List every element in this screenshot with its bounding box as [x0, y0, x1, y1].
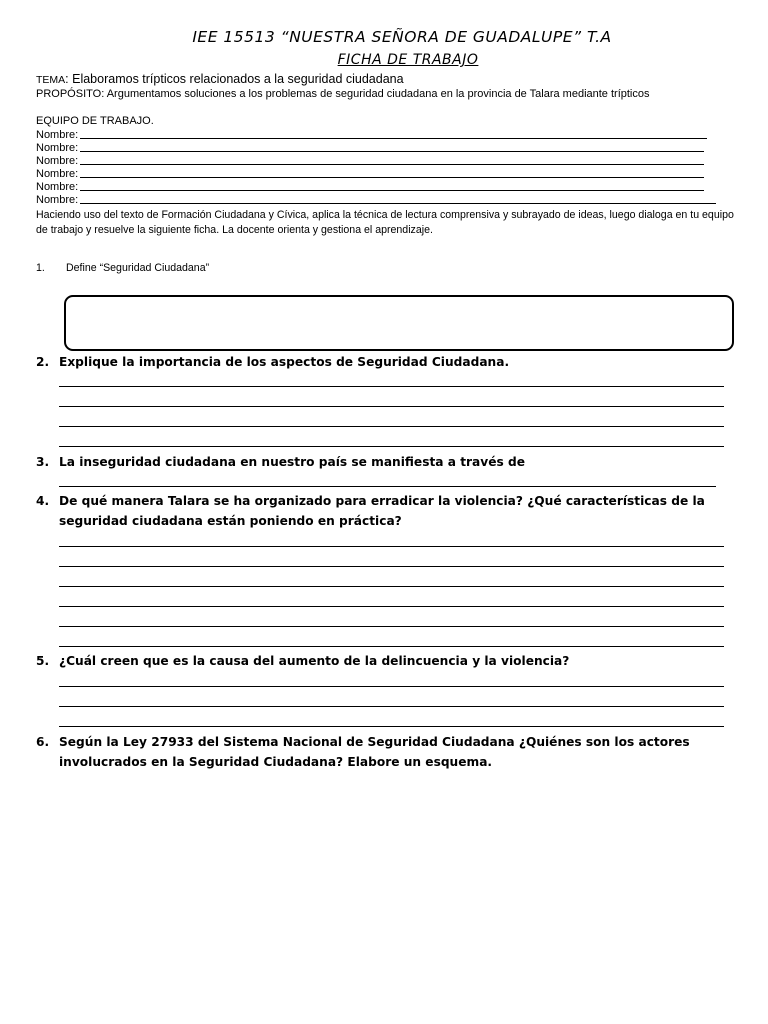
question-2 — [36, 352, 736, 372]
question-text: Explique la importancia de los aspectos de Seguridad Ciudadana. — [59, 355, 510, 369]
question-number: 6. — [36, 735, 50, 749]
answer-box-q1[interactable] — [64, 295, 734, 351]
nombre-label: Nombre: — [36, 155, 79, 167]
nombre-line — [80, 202, 716, 204]
nombre-label: Nombre: — [36, 194, 79, 206]
nombre-label: Nombre: — [36, 142, 79, 154]
question-number: 4. — [36, 494, 50, 508]
nombre-field[interactable] — [36, 154, 704, 167]
nombre-label: Nombre: — [36, 129, 79, 141]
nombre-field[interactable] — [36, 167, 704, 180]
question-5 — [36, 651, 736, 671]
equipo-heading: EQUIPO DE TRABAJO. — [36, 115, 154, 127]
instructions-text: Haciendo uso del texto de Formación Ciudadana y Cívica, aplica la técnica de lectura comprensiva y subrayado de ideas, luego dialoga en tu equipo de trabajo y resuelve la siguiente ficha. La docente orienta y gestiona el aprendizaje. — [36, 209, 734, 236]
school-name: IEE 15513 “NUESTRA SEÑORA DE GUADALUPE” T.A — [192, 28, 612, 46]
answer-line[interactable] — [59, 446, 724, 447]
question-text: De qué manera Talara se ha organizado para erradicar la violencia? ¿Qué características de la seguridad ciudadana están poniendo en práctica? — [59, 494, 705, 528]
answer-line[interactable] — [59, 626, 724, 627]
answer-line[interactable] — [59, 406, 724, 407]
answer-line[interactable] — [59, 646, 724, 647]
nombre-line — [80, 189, 704, 191]
question-number: 2. — [36, 355, 50, 369]
answer-line[interactable] — [59, 586, 724, 587]
answer-line[interactable] — [59, 726, 724, 727]
question-text: La inseguridad ciudadana en nuestro país se manifiesta a través de — [59, 455, 525, 469]
nombre-label: Nombre: — [36, 168, 79, 180]
question-text: Según la Ley 27933 del Sistema Nacional de Seguridad Ciudadana ¿Quiénes son los actores involucrados en la Seguridad Ciudadana? Elabore un esquema. — [59, 735, 690, 769]
answer-line[interactable] — [59, 486, 716, 487]
answer-line[interactable] — [59, 566, 724, 567]
nombre-line — [80, 176, 704, 178]
answer-line[interactable] — [59, 706, 724, 707]
question-number: 1. — [36, 262, 45, 274]
proposito-line — [36, 88, 650, 100]
worksheet-title: FICHA DE TRABAJO — [337, 52, 479, 68]
answer-line[interactable] — [59, 686, 724, 687]
nombre-field[interactable] — [36, 180, 704, 193]
question-number: 5. — [36, 654, 50, 668]
nombre-field[interactable] — [36, 128, 707, 141]
nombre-line — [80, 150, 704, 152]
question-1 — [36, 262, 209, 274]
question-text: Define “Seguridad Ciudadana” — [66, 262, 210, 274]
question-6 — [36, 732, 726, 772]
proposito-text: : Argumentamos soluciones a los problemas de seguridad ciudadana en la provincia de Talara mediante trípticos — [101, 88, 650, 100]
answer-line[interactable] — [59, 386, 724, 387]
nombre-line — [80, 137, 707, 139]
answer-line[interactable] — [59, 546, 724, 547]
question-3 — [36, 452, 736, 472]
nombre-label: Nombre: — [36, 181, 79, 193]
answer-line[interactable] — [59, 426, 724, 427]
proposito-label: PROPÓSITO — [36, 88, 102, 100]
nombre-field[interactable] — [36, 141, 704, 154]
nombre-line — [80, 163, 704, 165]
question-text: ¿Cuál creen que es la causa del aumento de la delincuencia y la violencia? — [59, 654, 570, 668]
question-4 — [36, 491, 726, 531]
tema-text: : Elaboramos trípticos relacionados a la seguridad ciudadana — [65, 72, 404, 86]
tema-line — [36, 72, 404, 86]
nombre-field[interactable] — [36, 193, 716, 206]
tema-label: TEMA — [36, 74, 66, 86]
answer-line[interactable] — [59, 606, 724, 607]
question-number: 3. — [36, 455, 50, 469]
